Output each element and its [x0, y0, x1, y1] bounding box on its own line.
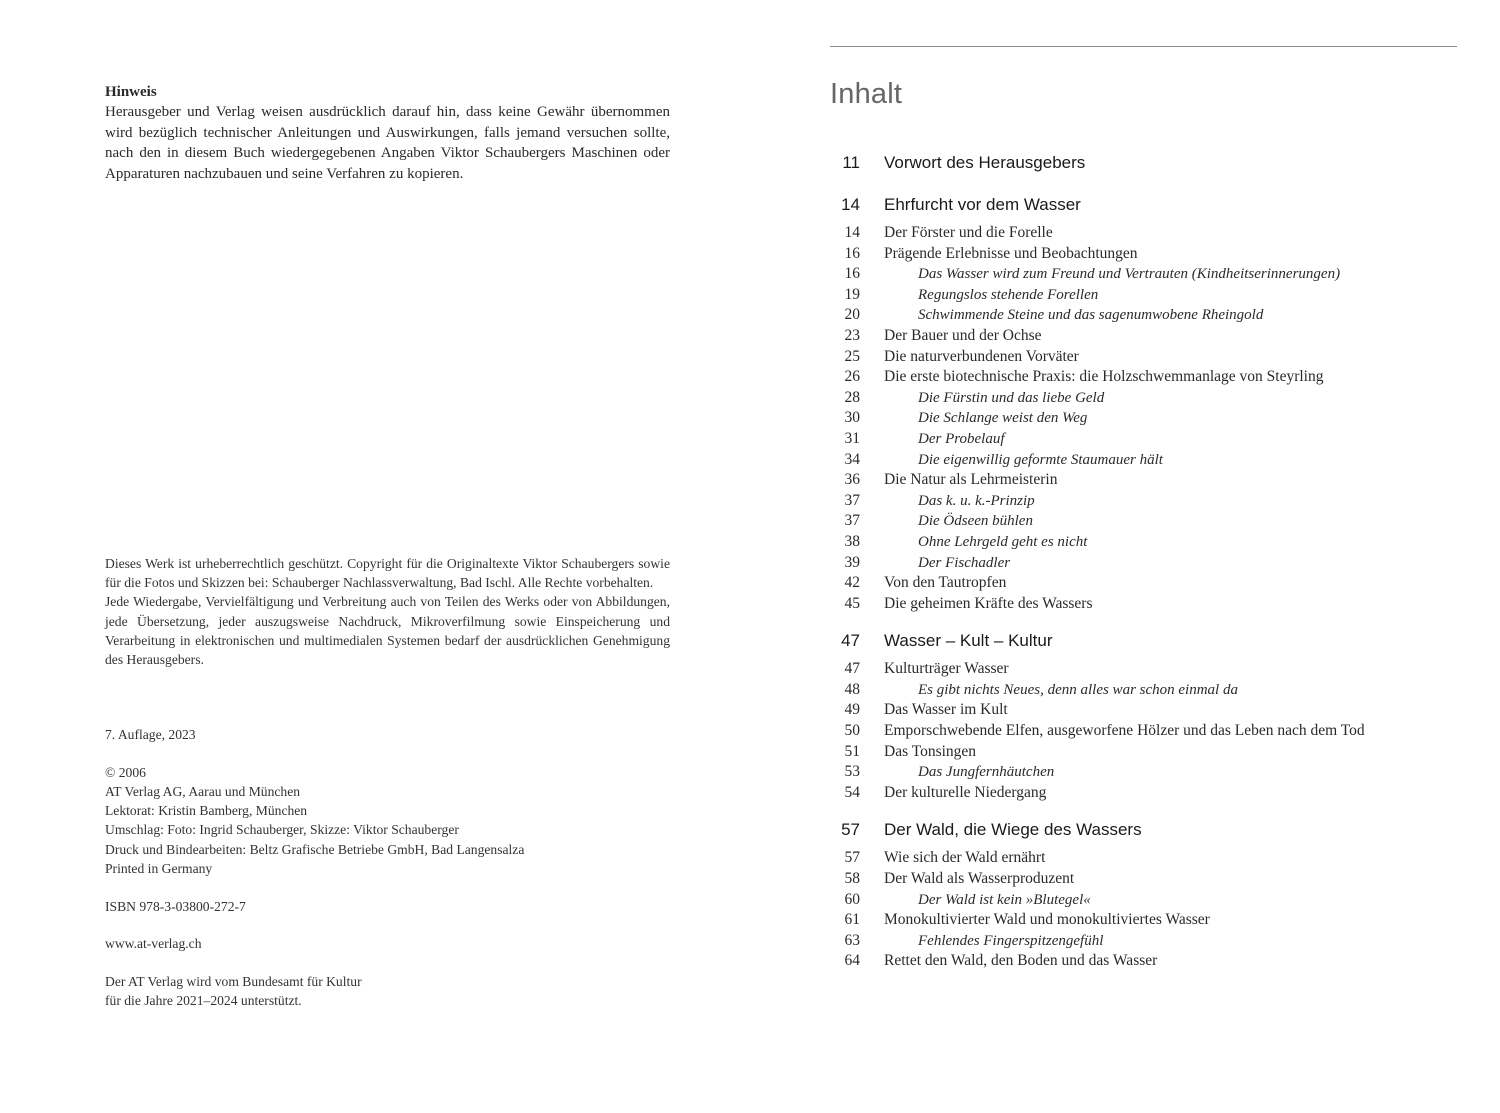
- entry-page: 20: [844, 306, 860, 324]
- edition-line: 7. Auflage, 2023: [105, 727, 196, 742]
- hinweis-paragraph: Herausgeber und Verlag weisen ausdrücklich darauf hin, dass keine Gewähr übernommen wird bezüglich technischer Anleitungen und Auswirkungen, falls jemand versuchen sollte, nach den in diesem Buch wiedergegebenen Angaben Viktor Schaubergers Maschinen oder Apparaturen nachzubauen und seine Verfahren zu kopieren.: [105, 104, 670, 182]
- toc-section-2[interactable]: [830, 190, 1470, 220]
- entry-title: Prägende Erlebnisse und Beobachtungen: [884, 244, 1138, 262]
- toc-entry[interactable]: [830, 223, 1470, 244]
- toc-subentry[interactable]: [830, 931, 1470, 952]
- entry-title: Der kulturelle Niedergang: [884, 783, 1047, 801]
- toc-subentry[interactable]: [830, 285, 1470, 306]
- entry-title: Das Wasser wird zum Freund und Vertrauten (Kindheitserinnerungen): [918, 266, 1341, 283]
- support-line-2: für die Jahre 2021–2024 unterstützt.: [105, 993, 302, 1009]
- isbn-line: ISBN 978-3-03800-272-7: [105, 898, 246, 914]
- toc-subentry[interactable]: [830, 491, 1470, 512]
- entry-title: Fehlendes Fingerspitzengefühl: [918, 932, 1104, 949]
- toc-subentry[interactable]: [830, 388, 1470, 409]
- toc-section-2-entries: [830, 223, 1470, 614]
- entry-page: 16: [844, 265, 860, 283]
- toc-section-4[interactable]: [830, 815, 1470, 845]
- druck-line: Druck und Bindearbeiten: Beltz Grafische Betriebe GmbH, Bad Langensalza: [105, 841, 525, 857]
- entry-page: 61: [844, 911, 860, 929]
- imprint-block: [105, 725, 670, 1011]
- toc-entry[interactable]: [830, 573, 1470, 594]
- entry-page: 14: [844, 224, 860, 241]
- entry-page: 36: [844, 471, 860, 489]
- copyright-paragraph-2: Jede Wiedergabe, Vervielfältigung und Verbreitung auch von Teilen des Werks oder von Abbildungen, jede Übersetzung, jeder auszugsweise Nachdruck, Mikroverfilmung sowie Einspeicherung und Verarbeitung in elektronischen und multimedialen Systemen bedarf der ausdrücklichen Genehmigung des Herausgebers.: [105, 594, 670, 668]
- entry-title: Schwimmende Steine und das sagenumwobene Rheingold: [918, 307, 1264, 324]
- entry-page: 54: [844, 783, 860, 801]
- entry-title: Der Fischadler: [918, 554, 1011, 571]
- toc-subentry[interactable]: [830, 890, 1470, 911]
- entry-page: 26: [844, 368, 860, 386]
- toc-section-4-entries: [830, 848, 1470, 972]
- entry-title: Der Wald als Wasserproduzent: [884, 870, 1075, 888]
- entry-page: 60: [844, 890, 860, 908]
- toc-entry[interactable]: [830, 659, 1470, 680]
- toc-subentry[interactable]: [830, 305, 1470, 326]
- entry-title: Das k. u. k.-Prinzip: [918, 492, 1035, 509]
- toc-subentry[interactable]: [830, 553, 1470, 574]
- entry-page: 34: [844, 450, 860, 468]
- lektorat-line: Lektorat: Kristin Bamberg, München: [105, 803, 308, 819]
- section-page: 11: [842, 153, 860, 172]
- entry-title: Emporschwebende Elfen, ausgeworfene Hölzer und das Leben nach dem Tod: [884, 722, 1365, 740]
- copyright-block: [105, 554, 670, 669]
- entry-page: 30: [844, 409, 860, 427]
- copyright-year: © 2006: [105, 764, 146, 780]
- entry-page: 38: [844, 532, 860, 550]
- entry-title: Rettet den Wald, den Boden und das Wasser: [884, 952, 1158, 970]
- table-of-contents: [830, 148, 1470, 972]
- entry-title: Der Probelauf: [918, 430, 1005, 447]
- toc-entry[interactable]: [830, 326, 1470, 347]
- entry-page: 57: [844, 849, 860, 867]
- toc-subentry[interactable]: [830, 264, 1470, 285]
- entry-title: Ohne Lehrgeld geht es nicht: [918, 533, 1088, 550]
- umschlag-line: Umschlag: Foto: Ingrid Schauberger, Skizze: Viktor Schauberger: [105, 822, 459, 838]
- section-title: Wasser – Kult – Kultur: [884, 631, 1053, 651]
- entry-title: Die erste biotechnische Praxis: die Holzschwemmanlage von Steyrling: [884, 368, 1324, 386]
- entry-title: Regungslos stehende Forellen: [918, 286, 1099, 303]
- entry-title: Der Förster und die Forelle: [884, 224, 1053, 241]
- support-line-1: Der AT Verlag wird vom Bundesamt für Kultur: [105, 974, 362, 990]
- entry-page: 63: [844, 931, 860, 949]
- entry-page: 16: [844, 244, 860, 262]
- section-page: 14: [841, 195, 860, 214]
- toc-subentry[interactable]: [830, 511, 1470, 532]
- toc-entry[interactable]: [830, 594, 1470, 615]
- section-title: Ehrfurcht vor dem Wasser: [884, 195, 1081, 214]
- entry-title: Es gibt nichts Neues, denn alles war schon einmal da: [918, 681, 1238, 698]
- toc-entry[interactable]: [830, 347, 1470, 368]
- entry-title: Kulturträger Wasser: [884, 660, 1009, 678]
- entry-title: Die Natur als Lehrmeisterin: [884, 471, 1058, 489]
- entry-page: 37: [844, 491, 860, 509]
- entry-page: 19: [844, 285, 860, 303]
- entry-page: 47: [844, 660, 860, 678]
- section-page: 47: [841, 631, 860, 651]
- toc-entry[interactable]: [830, 848, 1470, 869]
- entry-title: Die Ödseen bühlen: [918, 513, 1033, 530]
- toc-subentry[interactable]: [830, 680, 1470, 701]
- entry-page: 28: [844, 388, 860, 406]
- hinweis-block: [105, 82, 670, 184]
- toc-entry[interactable]: [830, 742, 1470, 763]
- hinweis-heading: Hinweis: [105, 84, 157, 100]
- entry-title: Die Fürstin und das liebe Geld: [918, 389, 1105, 406]
- entry-title: Von den Tautropfen: [884, 574, 1007, 592]
- toc-section-3-entries: [830, 659, 1470, 803]
- entry-page: 31: [844, 429, 860, 447]
- toc-section-3[interactable]: [830, 626, 1470, 656]
- toc-entry[interactable]: [830, 869, 1470, 890]
- toc-entry[interactable]: [830, 470, 1470, 491]
- entry-title: Monokultivierter Wald und monokultiviertes Wasser: [884, 911, 1210, 929]
- entry-title: Die naturverbundenen Vorväter: [884, 347, 1079, 365]
- toc-entry[interactable]: [830, 783, 1470, 804]
- section-title: Der Wald, die Wiege des Wassers: [884, 820, 1142, 840]
- website-link[interactable]: www.at-verlag.ch: [105, 936, 202, 952]
- section-title: Vorwort des Herausgebers: [884, 153, 1086, 172]
- toc-entry[interactable]: [830, 951, 1470, 972]
- publisher-line: AT Verlag AG, Aarau und München: [105, 784, 301, 799]
- toc-entry[interactable]: [830, 700, 1470, 721]
- entry-page: 25: [844, 347, 860, 365]
- entry-title: Der Wald ist kein »Blutegel«: [918, 891, 1091, 908]
- toc-title: Inhalt: [830, 78, 903, 110]
- toc-subentry[interactable]: [830, 429, 1470, 450]
- entry-page: 64: [844, 952, 860, 970]
- toc-subentry[interactable]: [830, 450, 1470, 471]
- entry-title: Der Bauer und der Ochse: [884, 326, 1042, 344]
- toc-entry[interactable]: [830, 910, 1470, 931]
- toc-subentry[interactable]: [830, 532, 1470, 553]
- toc-entry[interactable]: [830, 367, 1470, 388]
- copyright-paragraph-1: Dieses Werk ist urheberrechtlich geschützt. Copyright für die Originaltexte Viktor Schaubergers sowie für die Fotos und Skizzen bei: Schauberger Nachlassverwaltung, Bad Ischl. Alle Rechte vorbehalten.: [105, 556, 670, 591]
- entry-page: 37: [844, 512, 860, 530]
- entry-title: Das Jungfernhäutchen: [918, 764, 1055, 781]
- entry-page: 48: [844, 680, 860, 698]
- entry-page: 53: [844, 763, 860, 781]
- entry-page: 58: [844, 870, 860, 888]
- entry-title: Das Wasser im Kult: [884, 701, 1008, 719]
- entry-page: 23: [844, 326, 860, 344]
- entry-page: 42: [844, 574, 860, 592]
- toc-entry[interactable]: [830, 244, 1470, 265]
- toc-section-1[interactable]: [830, 148, 1470, 178]
- toc-subentry[interactable]: [830, 762, 1470, 783]
- entry-page: 51: [844, 742, 860, 760]
- header-rule: [830, 46, 1457, 47]
- entry-page: 45: [844, 594, 860, 612]
- entry-page: 49: [844, 701, 860, 719]
- entry-title: Wie sich der Wald ernährt: [884, 849, 1046, 867]
- entry-title: Die Schlange weist den Weg: [918, 410, 1088, 427]
- entry-title: Das Tonsingen: [884, 742, 977, 760]
- entry-title: Die eigenwillig geformte Staumauer hält: [918, 451, 1163, 468]
- toc-entry[interactable]: [830, 721, 1470, 742]
- entry-page: 39: [844, 553, 860, 571]
- printed-line: Printed in Germany: [105, 860, 213, 876]
- entry-title: Die geheimen Kräfte des Wassers: [884, 594, 1093, 612]
- toc-subentry[interactable]: [830, 408, 1470, 429]
- section-page: 57: [841, 820, 860, 840]
- entry-page: 50: [844, 722, 860, 740]
